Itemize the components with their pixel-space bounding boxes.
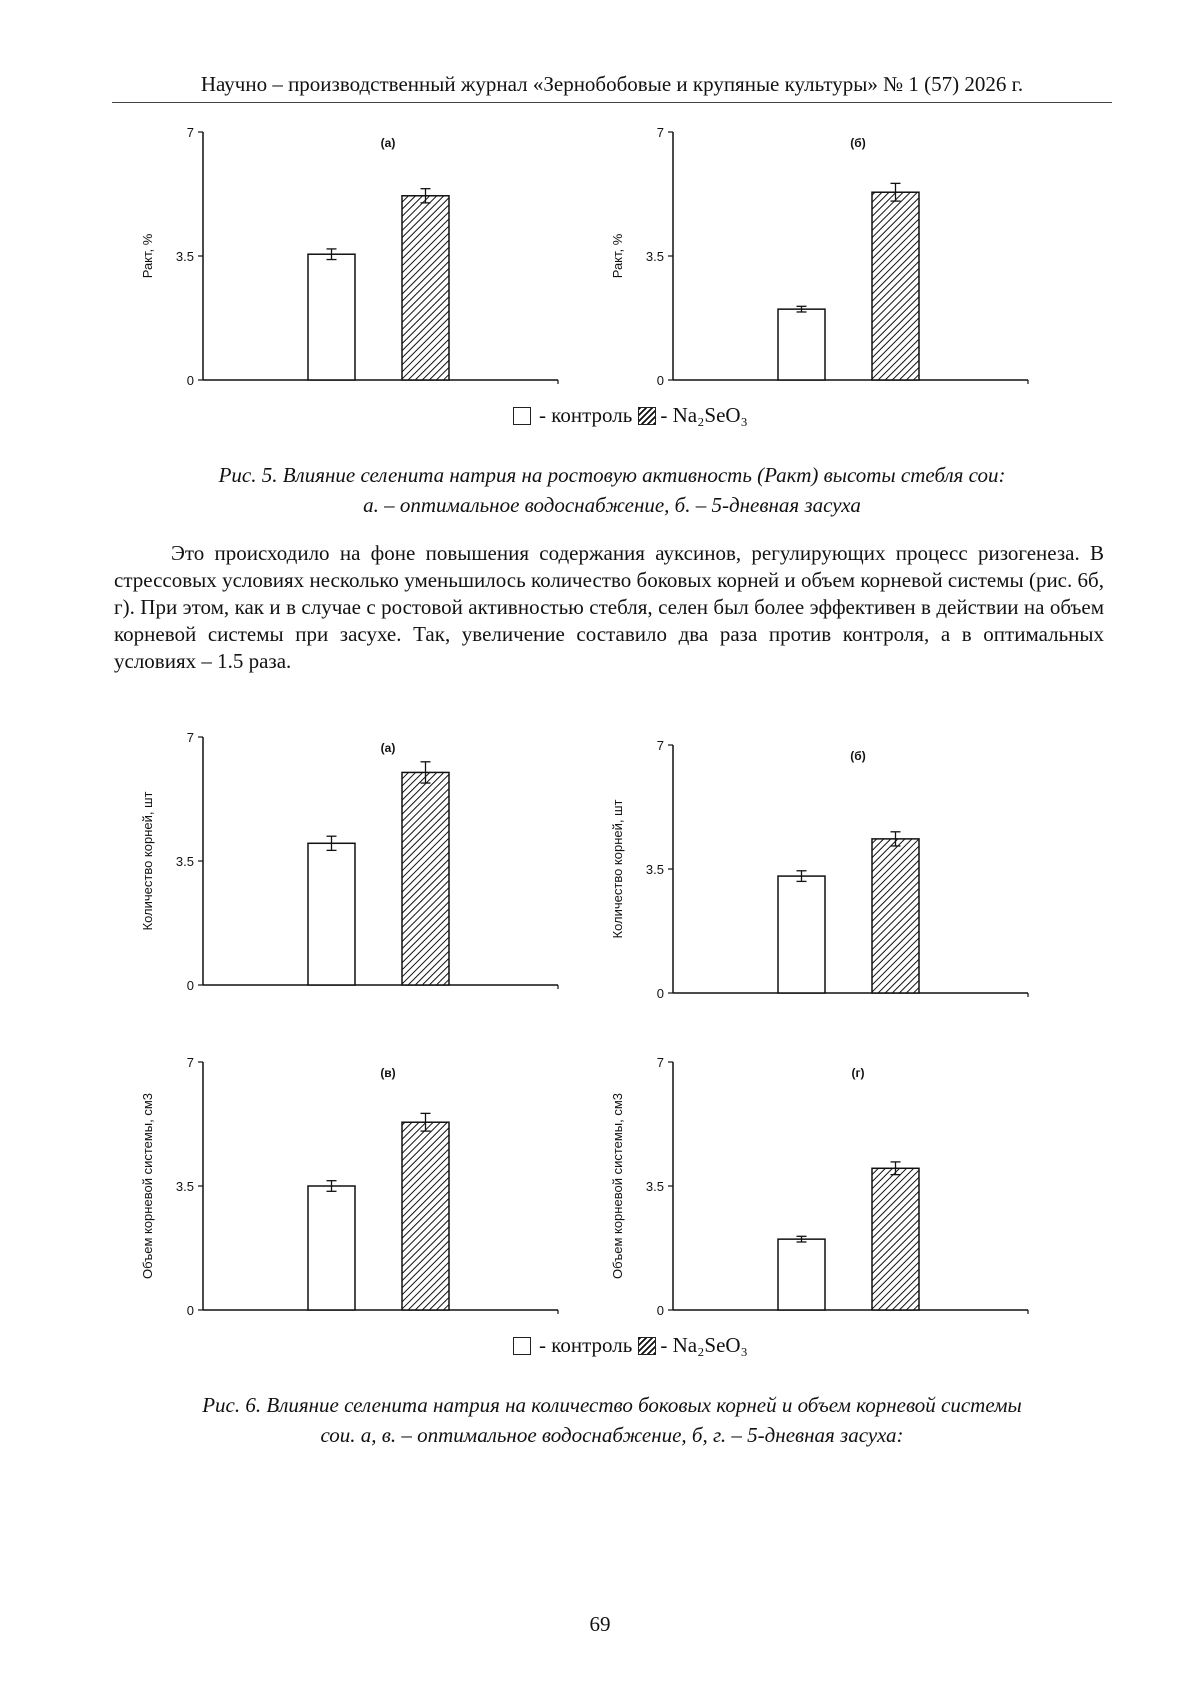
- chart-fig5b: [600, 120, 1040, 390]
- journal-header: Научно – производственный журнал «Зернобобовые и крупяные культуры» № 1 (57) 2026 г.: [200, 72, 1024, 96]
- chart-fig6d: [600, 1050, 1040, 1320]
- y-tick-label: 0: [186, 978, 194, 993]
- chart-fig6c: [130, 1050, 570, 1320]
- bar-treatment: [872, 839, 919, 993]
- page-number: 69: [589, 1612, 611, 1636]
- y-tick-label: 7: [656, 738, 664, 753]
- bar-control: [308, 254, 355, 380]
- fig6-legend: [513, 1333, 748, 1358]
- fig5-caption-line2: а. – оптимальное водоснабжение, б. – 5-дневная засуха: [363, 493, 861, 517]
- y-axis-label: Ракт, %: [610, 233, 625, 279]
- chart-svg: [130, 120, 570, 390]
- fig5-caption: [112, 460, 1112, 520]
- legend-control-label: - контроль: [539, 1333, 633, 1357]
- chart-svg: [600, 1050, 1040, 1320]
- legend-treatment-label: - Na₂SeO₃: [660, 403, 748, 427]
- bar-treatment: [402, 196, 449, 380]
- y-tick-label: 3.5: [645, 249, 664, 264]
- y-tick-label: 3.5: [645, 1179, 664, 1194]
- y-tick-label: 7: [186, 1055, 194, 1070]
- bar-treatment: [402, 1122, 449, 1310]
- y-tick-label: 3.5: [645, 862, 664, 877]
- y-tick-label: 3.5: [175, 1179, 194, 1194]
- y-tick-label: 0: [656, 1303, 664, 1318]
- bar-treatment: [402, 772, 449, 985]
- chart-fig5a: [130, 120, 570, 390]
- panel-label: (б): [850, 136, 866, 150]
- panel-label: (б): [850, 749, 866, 763]
- fig6-caption-line1: Рис. 6. Влияние селенита натрия на количество боковых корней и объем корневой системы: [202, 1393, 1022, 1417]
- legend-treatment-label: - Na₂SeO₃: [660, 1333, 748, 1357]
- y-tick-label: 7: [186, 125, 194, 140]
- chart-fig6a: [130, 725, 570, 995]
- legend-control-label: - контроль: [539, 403, 633, 427]
- y-tick-label: 7: [656, 1055, 664, 1070]
- y-tick-label: 7: [186, 730, 194, 745]
- body-paragraph: [114, 540, 1104, 675]
- y-tick-label: 0: [656, 986, 664, 1001]
- y-axis-label: Объем корневой системы, см3: [140, 1092, 155, 1280]
- y-tick-label: 3.5: [175, 854, 194, 869]
- fig6-caption-line2: сои. а, в. – оптимальное водоснабжение, б, г. – 5-дневная засуха:: [320, 1423, 904, 1447]
- fig6-caption: [112, 1390, 1112, 1450]
- legend-control-swatch: [513, 1337, 531, 1355]
- legend-treatment-swatch: [638, 1337, 656, 1355]
- bar-control: [778, 1239, 825, 1310]
- y-tick-label: 0: [656, 373, 664, 388]
- y-axis-label: Количество корней, шт: [140, 791, 155, 931]
- y-axis-label: Количество корней, шт: [610, 799, 625, 939]
- chart-svg: [600, 120, 1040, 390]
- chart-svg: [600, 733, 1040, 1003]
- y-axis-label: Объем корневой системы, см3: [610, 1092, 625, 1280]
- header-rule: [112, 102, 1112, 103]
- panel-label: (г): [851, 1066, 865, 1080]
- chart-fig6b: [600, 733, 1040, 1003]
- bar-treatment: [872, 192, 919, 380]
- bar-control: [778, 309, 825, 380]
- y-axis-label: Ракт, %: [140, 233, 155, 279]
- bar-control: [778, 876, 825, 993]
- y-tick-label: 7: [656, 125, 664, 140]
- chart-svg: [130, 725, 570, 995]
- panel-label: (а): [380, 136, 396, 150]
- fig5-caption-line1: Рис. 5. Влияние селенита натрия на ростовую активность (Ракт) высоты стебля сои:: [218, 463, 1006, 487]
- panel-label: (в): [380, 1066, 396, 1080]
- panel-label: (а): [380, 741, 396, 755]
- y-tick-label: 0: [186, 373, 194, 388]
- legend-treatment-swatch: [638, 407, 656, 425]
- y-tick-label: 3.5: [175, 249, 194, 264]
- fig5-legend: [513, 403, 748, 428]
- bar-treatment: [872, 1168, 919, 1310]
- legend-control-swatch: [513, 407, 531, 425]
- chart-svg: [130, 1050, 570, 1320]
- bar-control: [308, 1186, 355, 1310]
- y-tick-label: 0: [186, 1303, 194, 1318]
- bar-control: [308, 843, 355, 985]
- body-paragraph-text: Это происходило на фоне повышения содержания ауксинов, регулирующих процесс ризогенеза. В стрессовых условиях несколько уменьшилось количество боковых корней и объем корневой системы (рис. 6б, г). При этом, как и в случае с ростовой активностью стебля, селен был более эффективен в действии на объем корневой системы при засухе. Так, увеличение составило два раза против контроля, а в оптимальных условиях – 1.5 раза.: [114, 541, 1104, 673]
